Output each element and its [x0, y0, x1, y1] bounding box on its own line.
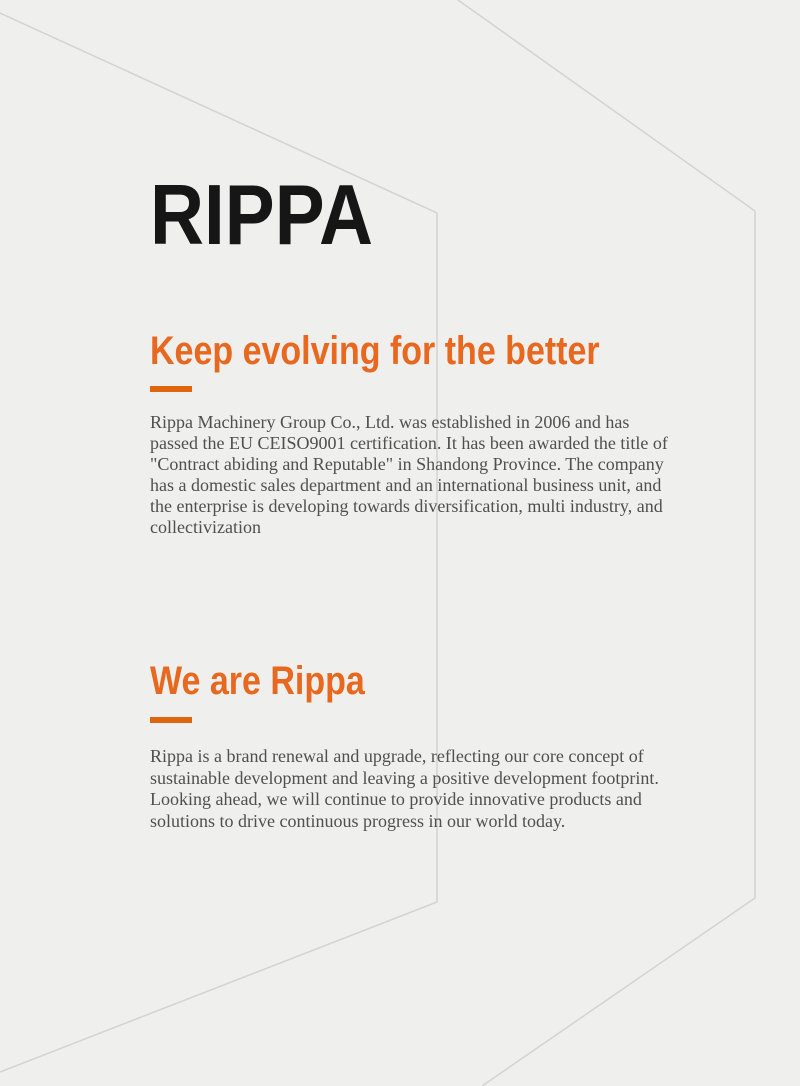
company-intro-paragraph	[150, 412, 668, 538]
section-heading-we-are-rippa: We are Rippa	[150, 659, 365, 703]
brand-title: RIPPA	[150, 168, 374, 263]
paragraph-line: passed the EU CEISO9001 certification. It has been awarded the title of	[150, 433, 668, 453]
paragraph-line: the enterprise is developing towards diversification, multi industry, and	[150, 496, 663, 516]
accent-dash	[150, 386, 192, 392]
paragraph-line: Rippa is a brand renewal and upgrade, reflecting our core concept of	[150, 746, 644, 766]
accent-dash	[150, 717, 192, 723]
paragraph-line: Looking ahead, we will continue to provide innovative products and	[150, 789, 642, 809]
paragraph-line: solutions to drive continuous progress in our world today.	[150, 810, 566, 831]
brand-renewal-paragraph	[150, 746, 659, 832]
paragraph-line: sustainable development and leaving a positive development footprint.	[150, 767, 659, 788]
section-heading-keep-evolving: Keep evolving for the better	[150, 329, 600, 373]
paragraph-line: "Contract abiding and Reputable" in Shandong Province. The company	[150, 454, 664, 474]
paragraph-line: has a domestic sales department and an international business unit, and	[150, 475, 662, 495]
paragraph-line: Rippa Machinery Group Co., Ltd. was established in 2006 and has	[150, 412, 630, 432]
hexagon-outline-large	[458, 0, 755, 1086]
paragraph-line: collectivization	[150, 517, 261, 537]
